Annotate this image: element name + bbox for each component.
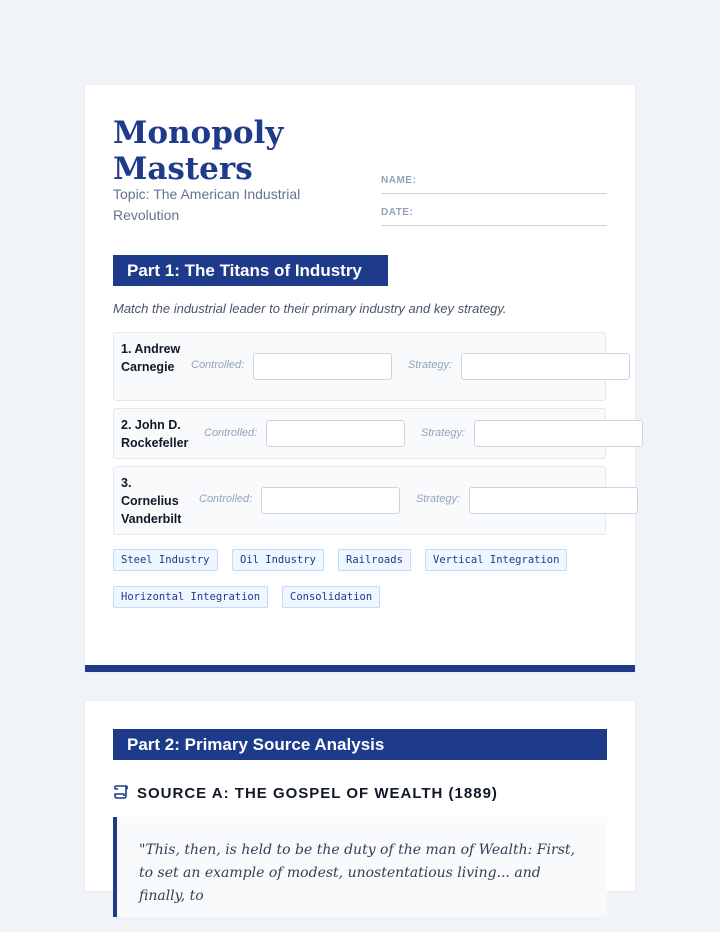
match-row xyxy=(113,408,606,459)
part-1-heading: Part 1: The Titans of Industry xyxy=(113,255,388,286)
date-label: DATE: xyxy=(381,207,414,218)
page-title: Monopoly Masters xyxy=(113,115,284,187)
word-bank-chip[interactable]: Vertical Integration xyxy=(425,549,567,571)
name-field[interactable] xyxy=(381,169,607,194)
leader-name: 2. John D. Rockefeller xyxy=(121,418,189,450)
source-title xyxy=(113,784,498,802)
leader-name: 1. Andrew Carnegie xyxy=(121,342,181,374)
word-bank-chip[interactable]: Consolidation xyxy=(282,586,380,608)
word-bank-chip[interactable]: Steel Industry xyxy=(113,549,218,571)
strategy-label: Strategy: xyxy=(408,359,453,371)
worksheet-card-part-2 xyxy=(85,701,635,904)
worksheet-card-part-1 xyxy=(85,85,635,672)
strategy-label: Strategy: xyxy=(421,427,466,439)
part-1-instructions: Match the industrial leader to their primary industry and key strategy. xyxy=(113,301,507,316)
topic-text: Topic: The American Industrial Revolution xyxy=(113,186,301,223)
match-row xyxy=(113,466,606,535)
strategy-input[interactable] xyxy=(461,353,630,380)
part-2-heading: Part 2: Primary Source Analysis xyxy=(113,729,607,760)
controlled-input[interactable] xyxy=(266,420,405,447)
controlled-label: Controlled: xyxy=(191,359,245,371)
source-quote: "This, then, is held to be the duty of the man of Wealth: First, to set an example of modest, unostentatious living... and finally, to xyxy=(113,817,607,917)
scroll-icon xyxy=(113,784,131,800)
match-row xyxy=(113,332,606,401)
word-bank-chip[interactable]: Railroads xyxy=(338,549,411,571)
strategy-label: Strategy: xyxy=(416,493,461,505)
strategy-input[interactable] xyxy=(474,420,643,447)
name-label: NAME: xyxy=(381,175,417,186)
strategy-input[interactable] xyxy=(469,487,638,514)
controlled-input[interactable] xyxy=(261,487,400,514)
source-title-text: SOURCE A: THE GOSPEL OF WEALTH (1889) xyxy=(137,785,498,802)
word-bank-chip[interactable]: Horizontal Integration xyxy=(113,586,268,608)
date-field[interactable] xyxy=(381,201,607,226)
leader-name: 3. Cornelius Vanderbilt xyxy=(121,476,182,526)
controlled-input[interactable] xyxy=(253,353,392,380)
controlled-label: Controlled: xyxy=(204,427,258,439)
controlled-label: Controlled: xyxy=(199,493,253,505)
word-bank-chip[interactable]: Oil Industry xyxy=(232,549,324,571)
